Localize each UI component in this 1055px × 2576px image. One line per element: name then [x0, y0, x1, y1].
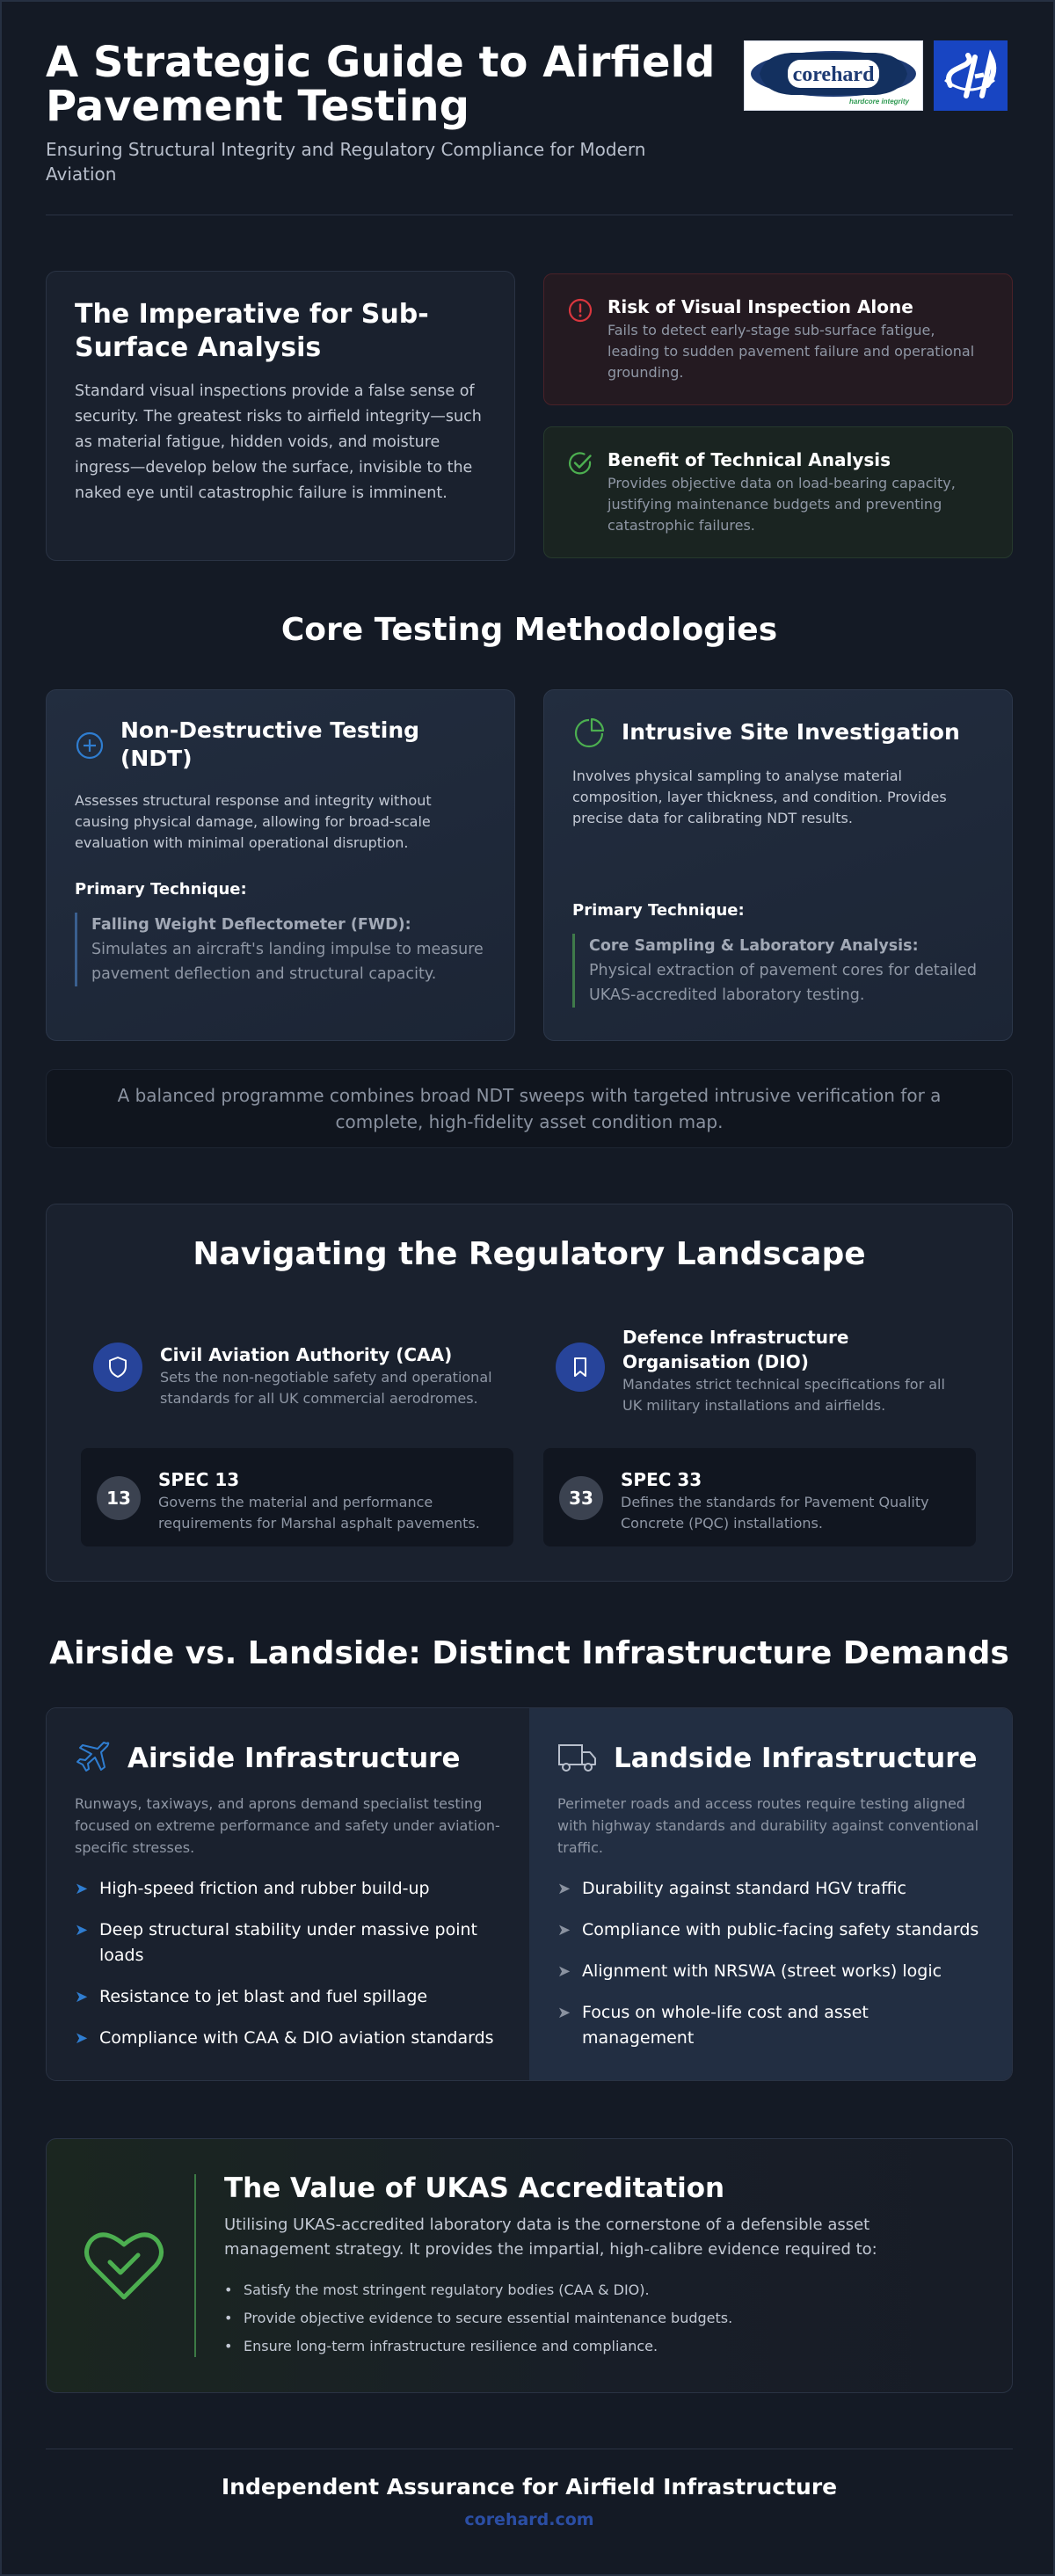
benefit-card: [543, 426, 1013, 558]
shd-logo[interactable]: [934, 40, 1008, 111]
landside-panel: [529, 1708, 1012, 2080]
footer-title: Independent Assurance for Airfield Infrastructure: [221, 2474, 838, 2500]
footer-website-link[interactable]: corehard.com: [464, 2510, 594, 2529]
chevron-right-icon: ➤: [557, 1880, 571, 1898]
list-item: ➤ High-speed friction and rubber build-up: [75, 1876, 501, 1902]
caa-item: [93, 1343, 506, 1409]
check-circle-icon: [567, 450, 593, 480]
spec13-title: SPEC 13: [158, 1469, 240, 1490]
ndt-technique: [75, 913, 486, 986]
risk-title: Risk of Visual Inspection Alone: [608, 296, 913, 317]
spec13-item: [81, 1448, 513, 1546]
chevron-right-icon: ➤: [75, 2029, 89, 2048]
landside-body: Perimeter roads and access routes require testing aligned with highway standards and durability against conventional traffic.: [557, 1795, 979, 1856]
spec33-item: [543, 1448, 976, 1546]
shd-logo-mark: [940, 45, 1001, 106]
imperative-card: [46, 271, 515, 561]
svg-text:hardcore integrity: hardcore integrity: [848, 98, 910, 106]
ndt-technique-body: Simulates an aircraft's landing impulse to measure pavement deflection and structural capacity.: [91, 941, 484, 983]
logo-group: [744, 40, 1008, 111]
pie-chart-icon: [572, 717, 606, 753]
chevron-right-icon: ➤: [557, 1921, 571, 1939]
intrusive-technique-body: Physical extraction of pavement cores for detailed UKAS-accredited laboratory testing.: [589, 962, 978, 1004]
intrusive-technique-label: Primary Technique:: [572, 901, 745, 920]
list-item: ➤ Compliance with public-facing safety standards: [557, 1917, 984, 1943]
ndt-technique-name: Falling Weight Deflectometer (FWD):: [91, 916, 411, 934]
intrusive-card: [543, 689, 1013, 1041]
methodologies-title: Core Testing Methodologies: [280, 612, 778, 648]
dio-title: Defence Infrastructure Organisation (DIO): [622, 1327, 849, 1372]
corehard-logo[interactable]: [744, 40, 923, 111]
chevron-right-icon: ➤: [75, 1988, 89, 2006]
list-item: ➤ Compliance with CAA & DIO aviation standards: [75, 2026, 501, 2051]
dio-body: Mandates strict technical specifications for all UK military installations and airfields.: [622, 1376, 945, 1414]
chevron-right-icon: ➤: [75, 1880, 89, 1898]
infrastructure-comparison: [46, 1707, 1013, 2081]
ukas-card: [46, 2138, 1013, 2393]
imperative-title: The Imperative for Sub-Surface Analysis: [75, 299, 429, 363]
list-item: • Satisfy the most stringent regulatory bodies (CAA & DIO).: [224, 2276, 980, 2304]
spec33-number: 33: [559, 1476, 603, 1520]
ukas-title: The Value of UKAS Accreditation: [224, 2172, 725, 2204]
list-item: • Ensure long-term infrastructure resilience and compliance.: [224, 2332, 980, 2361]
plus-circle-icon: [75, 731, 105, 764]
caa-title: Civil Aviation Authority (CAA): [160, 1344, 453, 1365]
infrastructure-title: Airside vs. Landside: Distinct Infrastructure Demands: [49, 1635, 1009, 1671]
caa-body: Sets the non-negotiable safety and operational standards for all UK commercial aerodromes.: [160, 1369, 492, 1407]
landside-list: [557, 1876, 984, 2051]
ndt-title: Non-Destructive Testing (NDT): [120, 717, 420, 771]
list-item: ➤ Durability against standard HGV traffic: [557, 1876, 984, 1902]
risk-card: [543, 273, 1013, 405]
chevron-right-icon: ➤: [557, 1962, 571, 1981]
ndt-card: [46, 689, 515, 1041]
benefit-title: Benefit of Technical Analysis: [608, 449, 891, 470]
truck-icon: [557, 1738, 598, 1779]
intrusive-title: Intrusive Site Investigation: [622, 719, 960, 745]
intrusive-technique-name: Core Sampling & Laboratory Analysis:: [589, 937, 919, 955]
list-item: • Provide objective evidence to secure essential maintenance budgets.: [224, 2304, 980, 2332]
spec13-number: 13: [97, 1476, 141, 1520]
intrusive-body: Involves physical sampling to analyse material composition, layer thickness, and condition. Provides precise data for calibrating NDT results.: [572, 768, 947, 826]
spec33-title: SPEC 33: [621, 1469, 702, 1490]
spec33-body: Defines the standards for Pavement Quality Concrete (PQC) installations.: [621, 1494, 929, 1532]
chevron-right-icon: ➤: [75, 1921, 89, 1939]
benefit-body: Provides objective data on load-bearing capacity, justifying maintenance budgets and preventing catastrophic failures.: [608, 475, 956, 534]
list-item: ➤ Resistance to jet blast and fuel spillage: [75, 1984, 501, 2010]
page-subtitle: Ensuring Structural Integrity and Regulatory Compliance for Modern Aviation: [46, 139, 646, 185]
ukas-divider: [194, 2174, 196, 2357]
alert-circle-icon: [567, 297, 593, 327]
airside-body: Runways, taxiways, and aprons demand specialist testing focused on extreme performance and safety under aviation-specific stresses.: [75, 1795, 500, 1856]
page-title: A Strategic Guide to Airfield Pavement Testing: [46, 38, 716, 131]
balanced-programme-note: A balanced programme combines broad NDT sweeps with targeted intrusive verification for a complete, high-fidelity asset condition map.: [46, 1069, 1013, 1148]
landside-title: Landside Infrastructure: [614, 1743, 978, 1774]
spec13-body: Governs the material and performance requirements for Marshal asphalt pavements.: [158, 1494, 480, 1532]
risk-body: Fails to detect early-stage sub-surface fatigue, leading to sudden pavement failure and operational grounding.: [608, 322, 975, 381]
shield-icon: [93, 1343, 142, 1392]
list-item: ➤ Deep structural stability under massive point loads: [75, 1917, 501, 1968]
ukas-list: [224, 2276, 980, 2361]
ndt-body: Assesses structural response and integrity without causing physical damage, allowing for broad-scale evaluation with minimal operational disruption.: [75, 792, 432, 851]
ndt-technique-label: Primary Technique:: [75, 880, 247, 899]
bookmark-icon: [556, 1343, 605, 1392]
intrusive-technique: [572, 934, 984, 1008]
list-item: ➤ Alignment with NRSWA (street works) logic: [557, 1959, 984, 1984]
dio-item: [556, 1325, 969, 1416]
airside-panel: [47, 1708, 529, 2080]
ukas-body: Utilising UKAS-accredited laboratory data is the cornerstone of a defensible asset management strategy. It provides the impartial, high-calibre evidence required to:: [224, 2216, 877, 2259]
corehard-logo-mark: [747, 44, 920, 107]
list-item: ➤ Focus on whole-life cost and asset management: [557, 2000, 984, 2051]
airside-list: [75, 1876, 501, 2051]
svg-text:corehard: corehard: [792, 63, 875, 86]
regulatory-title: Navigating the Regulatory Landscape: [193, 1236, 866, 1272]
heart-check-icon: [84, 2227, 164, 2306]
imperative-body: Standard visual inspections provide a false sense of security. The greatest risks to airfield integrity—such as material fatigue, hidden voids, and moisture ingress—develop below the surface, invisible to the naked eye until catastrophic failure is imminent.: [75, 382, 482, 502]
plane-icon: [75, 1738, 112, 1779]
airside-title: Airside Infrastructure: [127, 1743, 461, 1774]
chevron-right-icon: ➤: [557, 2004, 571, 2022]
